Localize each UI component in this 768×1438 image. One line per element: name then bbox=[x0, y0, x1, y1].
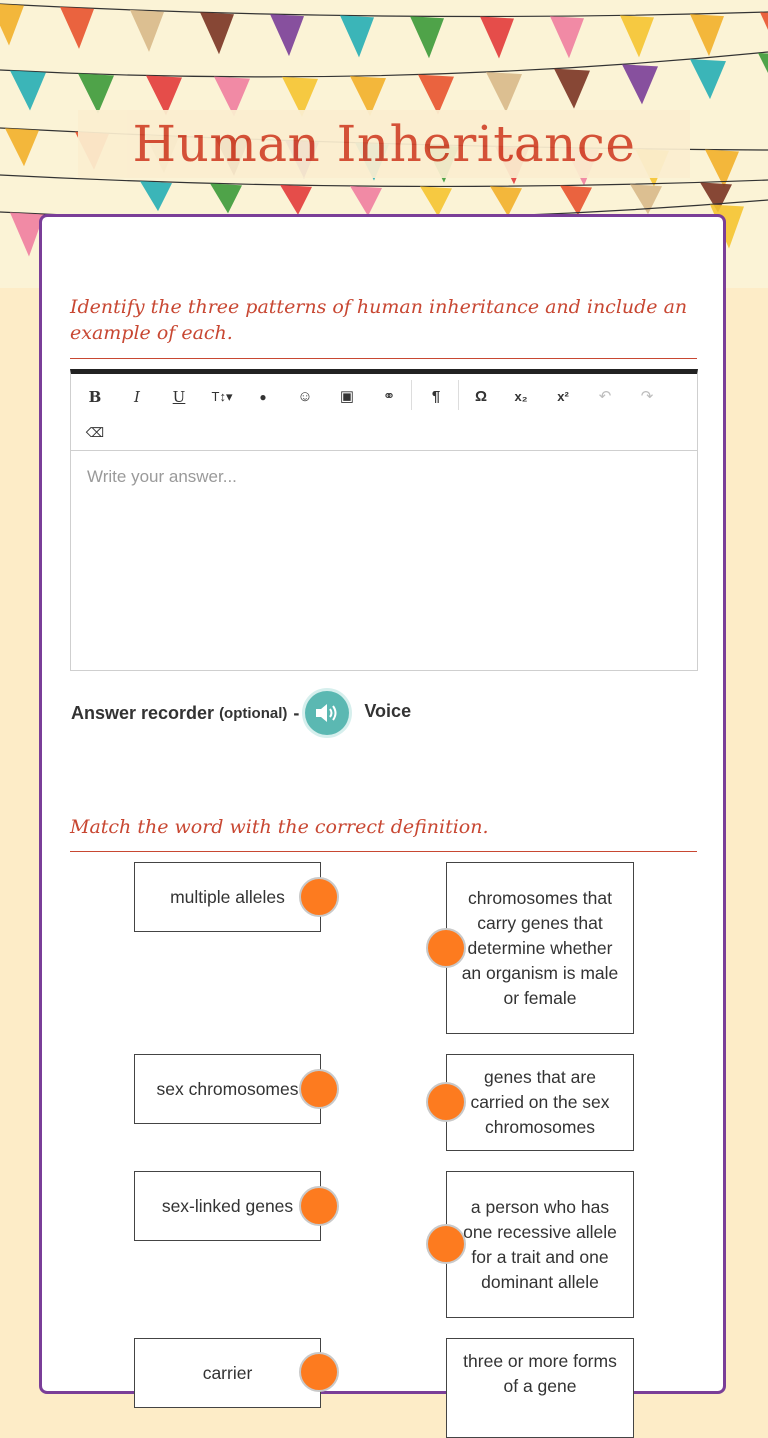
bunting-flag bbox=[760, 12, 768, 54]
recorder-optional-label: (optional) bbox=[219, 704, 288, 722]
bunting-flag bbox=[418, 75, 454, 115]
bunting-flag bbox=[340, 15, 374, 57]
question-1-divider bbox=[70, 358, 697, 359]
match-right-item[interactable]: three or more forms of a gene bbox=[446, 1338, 634, 1438]
match-connector-dot[interactable] bbox=[426, 1082, 466, 1122]
match-connector-dot[interactable] bbox=[426, 928, 466, 968]
match-right-item[interactable]: genes that are carried on the sex chromosomes bbox=[446, 1054, 634, 1151]
bunting-flag bbox=[690, 59, 726, 99]
bunting-flag bbox=[0, 3, 24, 45]
bunting-flag bbox=[200, 12, 234, 54]
bunting-flag bbox=[420, 186, 452, 216]
text-color-icon[interactable]: ● bbox=[259, 390, 267, 404]
italic-button[interactable]: I bbox=[134, 388, 140, 406]
match-right-item[interactable]: a person who has one recessive allele for a trait and one dominant allele bbox=[446, 1171, 634, 1318]
answer-editor bbox=[70, 369, 698, 671]
editor-toolbar bbox=[71, 374, 697, 451]
toolbar-separator bbox=[458, 380, 459, 410]
speaker-icon bbox=[314, 702, 340, 724]
bunting-flag bbox=[758, 53, 768, 93]
page-title: Human Inheritance bbox=[132, 115, 636, 173]
bunting-flag bbox=[620, 15, 654, 57]
bunting-flag bbox=[10, 71, 46, 111]
title-box bbox=[78, 110, 690, 178]
question-2-prompt: Match the word with the correct definition. bbox=[70, 816, 489, 838]
special-character-icon[interactable]: Ω bbox=[474, 388, 488, 405]
underline-button[interactable]: U bbox=[172, 388, 186, 406]
record-voice-button[interactable] bbox=[305, 691, 349, 735]
clear-format-icon[interactable]: ⌫ bbox=[85, 425, 105, 440]
recorder-dash: - bbox=[293, 702, 300, 723]
bunting-flag bbox=[410, 16, 444, 58]
match-connector-dot[interactable] bbox=[299, 1069, 339, 1109]
match-right-item[interactable]: chromosomes that carry genes that determine whether an organism is male or female bbox=[446, 862, 634, 1034]
bunting-flag bbox=[210, 183, 242, 213]
link-icon[interactable]: ⚭ bbox=[382, 388, 396, 405]
bunting-flag bbox=[486, 72, 522, 112]
recorder-label: Answer recorder bbox=[71, 702, 215, 723]
question-1-prompt: Identify the three patterns of human inheritance and include an example of each. bbox=[70, 296, 688, 344]
match-left-item[interactable]: sex chromosomes bbox=[134, 1054, 321, 1124]
answer-recorder bbox=[71, 690, 411, 736]
subscript-button[interactable]: x₂ bbox=[514, 389, 528, 404]
bunting-flag bbox=[78, 73, 114, 113]
paragraph-direction-icon[interactable]: ¶ bbox=[431, 388, 441, 405]
bunting-flag bbox=[554, 69, 590, 109]
superscript-button[interactable]: x² bbox=[557, 389, 569, 404]
bunting-flag bbox=[270, 14, 304, 56]
text-size-dropdown[interactable]: T↕▾ bbox=[211, 389, 233, 404]
bunting-flag bbox=[5, 128, 39, 166]
bold-button[interactable]: B bbox=[88, 388, 102, 406]
bunting-flag bbox=[690, 14, 724, 56]
bunting-flag bbox=[490, 186, 522, 216]
bunting-string bbox=[0, 4, 768, 17]
bunting-flag bbox=[130, 10, 164, 52]
bunting-flag bbox=[280, 185, 312, 215]
emoji-icon[interactable]: ☺ bbox=[297, 388, 313, 405]
match-connector-dot[interactable] bbox=[426, 1224, 466, 1264]
bunting-flag bbox=[550, 16, 584, 58]
bunting-flag bbox=[622, 64, 658, 104]
bunting-flag bbox=[480, 17, 514, 59]
bunting-flag bbox=[60, 7, 94, 49]
match-left-item[interactable]: carrier bbox=[134, 1338, 321, 1408]
bunting-flag bbox=[140, 181, 172, 211]
answer-textarea[interactable]: Write your answer... bbox=[87, 467, 237, 486]
toolbar-separator bbox=[411, 380, 412, 410]
match-connector-dot[interactable] bbox=[299, 1352, 339, 1392]
match-left-item[interactable]: sex-linked genes bbox=[134, 1171, 321, 1241]
match-connector-dot[interactable] bbox=[299, 877, 339, 917]
undo-icon[interactable]: ↶ bbox=[598, 388, 612, 405]
match-left-item[interactable]: multiple alleles bbox=[134, 862, 321, 932]
question-2-divider bbox=[70, 851, 697, 852]
bunting-flag bbox=[560, 186, 592, 216]
bunting-flag bbox=[350, 186, 382, 216]
redo-icon[interactable]: ↷ bbox=[640, 388, 654, 405]
match-connector-dot[interactable] bbox=[299, 1186, 339, 1226]
voice-label: Voice bbox=[364, 700, 412, 721]
image-icon[interactable]: ▣ bbox=[339, 388, 355, 405]
